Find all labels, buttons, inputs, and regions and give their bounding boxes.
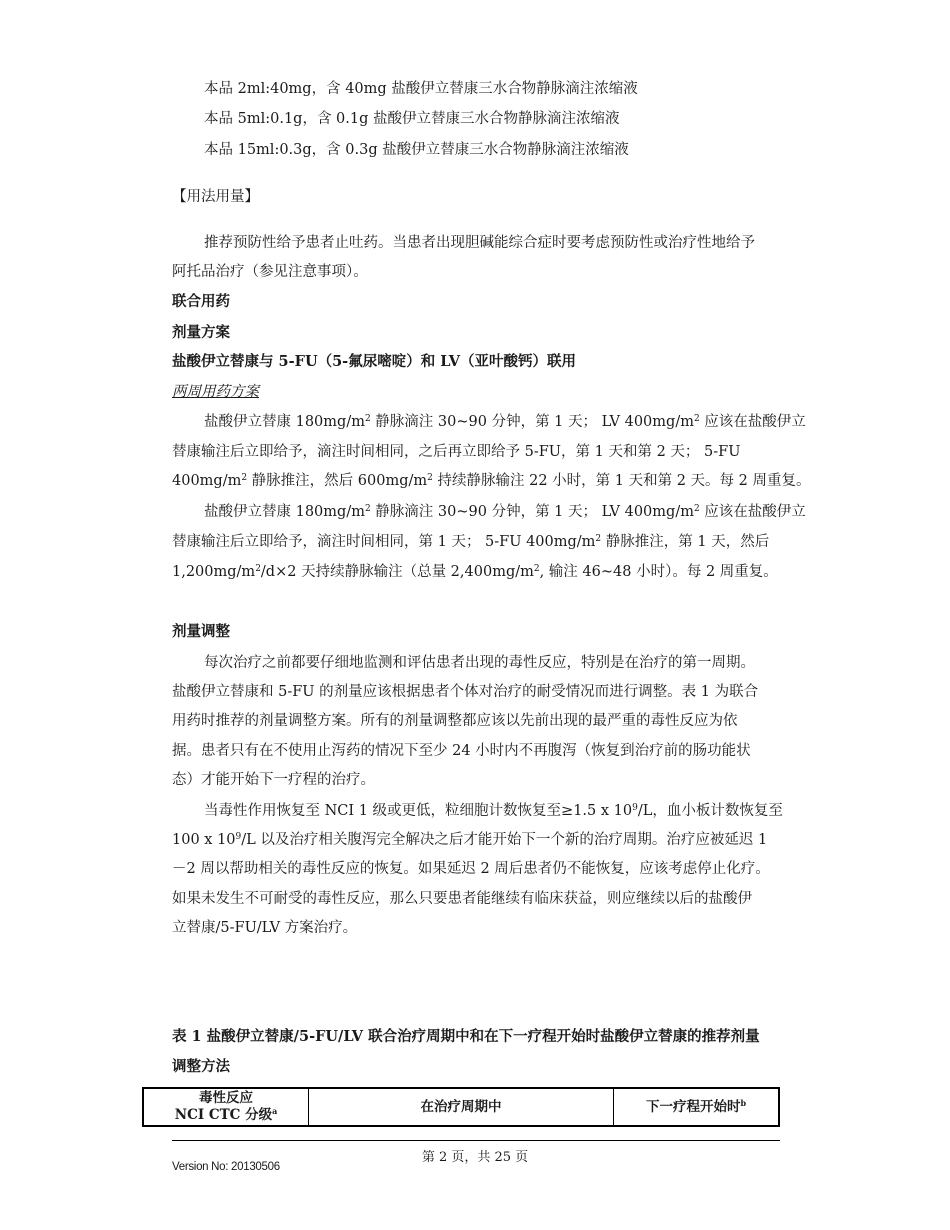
spec-line-15ml: 本品 15ml:0.3g，含 0.3g 盐酸伊立替康三水合物静脉滴注浓缩液 xyxy=(204,142,629,158)
adjust-para1-line: 据。患者只有在不使用止泻药的情况下至少 24 小时内不再腹泻（恢复到治疗前的肠功能状 xyxy=(172,743,751,759)
adjust-para2-line1: 当毒性作用恢复至 NCI 1 级或更低，粒细胞计数恢复至≥1.5 x $10^9/L$，血小板计数恢复至 xyxy=(204,803,783,819)
adjust-para2-line2: 100 x $10^9/L$ 以及治疗相关腹泻完全解决之后才能开始下一个新的治疗周期。治疗应被延迟 1 xyxy=(172,832,768,848)
regimen1-line1: 盐酸伊立替康 $180mg/m^2$ 静脉滴注 30~90 分钟，第 1 天； LV $400mg/m^2$ 应该在盐酸伊立 xyxy=(204,414,806,430)
spec-line-2ml: 本品 2ml:40mg，含 40mg 盐酸伊立替康三水合物静脉滴注浓缩液 xyxy=(204,81,638,97)
usage-para-line: 阿托品治疗（参见注意事项）。 xyxy=(172,264,368,280)
regimen1-line2: 替康输注后立即给予，滴注时间相同，之后再立即给予 5-FU，第 1 天和第 2 天； 5-FU xyxy=(172,444,741,460)
page-number: 第 2 页，共 25 页 xyxy=(421,1150,529,1165)
heading-dose-plan: 剂量方案 xyxy=(172,324,230,341)
dose-adjust-table xyxy=(142,1087,780,1127)
adjust-para1-line: 盐酸伊立替康和 5-FU 的剂量应该根据患者个体对治疗的耐受情况而进行调整。表 1 为联合 xyxy=(172,684,759,700)
heading-combination: 联合用药 xyxy=(172,293,230,310)
adjust-para1-line: 用药时推荐的剂量调整方案。所有的剂量调整都应该以先前出现的最严重的毒性反应为依 xyxy=(172,713,738,729)
usage-para-line: 推荐预防性给予患者止吐药。当患者出现胆碱能综合症时要考虑预防性或治疗性地给予 xyxy=(204,235,755,251)
table-header-next-cycle: 下一疗程开始时$^b$ xyxy=(645,1097,747,1115)
regimen2-line2: 替康输注后立即给予，滴注时间相同，第 1 天； 5-FU $400mg/m^2$ 静脉推注，第 1 天，然后 xyxy=(172,534,770,550)
regimen1-line3: $400mg/m^2$ 静脉推注，然后 $600mg/m^2$ 持续静脉输注 22 小时，第 1 天和第 2 天。每 2 周重复。 xyxy=(172,473,811,489)
table-header-during-cycle: 在治疗周期中 xyxy=(309,1089,614,1125)
regimen2-line1: 盐酸伊立替康 $180mg/m^2$ 静脉滴注 30~90 分钟，第 1 天； LV $400mg/m^2$ 应该在盐酸伊立 xyxy=(204,504,806,520)
adjust-para1-line: 态）才能开始下一疗程的治疗。 xyxy=(172,772,375,788)
adjust-para2-line3: －2 周以帮助相关的毒性反应的恢复。如果延迟 2 周后患者仍不能恢复，应该考虑停止化疗。 xyxy=(172,861,770,877)
heading-biweekly: 两周用药方案 xyxy=(172,384,259,400)
heading-combo-with: 盐酸伊立替康与 5-FU（5-氟尿嘧啶）和 LV（亚叶酸钙）联用 xyxy=(172,353,576,370)
usage-heading: 【用法用量】 xyxy=(172,189,259,205)
version-number: Version No: 20130506 xyxy=(172,1161,280,1173)
adjust-para2-line4: 如果未发生不可耐受的毒性反应，那么只要患者能继续有临床获益，则应继续以后的盐酸伊 xyxy=(172,891,752,907)
table-title-line: 表 1 盐酸伊立替康/5-FU/LV 联合治疗周期中和在下一疗程开始时盐酸伊立替康的推荐剂量 xyxy=(172,1028,760,1045)
table-title-line: 调整方法 xyxy=(172,1058,230,1075)
adjust-para2-line5: 立替康/5-FU/LV 方案治疗。 xyxy=(172,920,358,936)
footer-divider xyxy=(172,1140,780,1141)
heading-dose-adjust: 剂量调整 xyxy=(172,623,230,640)
spec-line-5ml: 本品 5ml:0.1g，含 0.1g 盐酸伊立替康三水合物静脉滴注浓缩液 xyxy=(204,111,620,127)
regimen2-line3: $1,200mg/m^2/d\times 2$ 天持续静脉输注（总量 $2,400mg/m^2$, 输注 46~48 小时）。每 2 周重复。 xyxy=(172,564,778,580)
table-header-toxicity: 毒性反应 NCI CTC 分级$^a$ xyxy=(144,1089,309,1125)
adjust-para1-line: 每次治疗之前都要仔细地监测和评估患者出现的毒性反应，特别是在治疗的第一周期。 xyxy=(204,655,755,671)
